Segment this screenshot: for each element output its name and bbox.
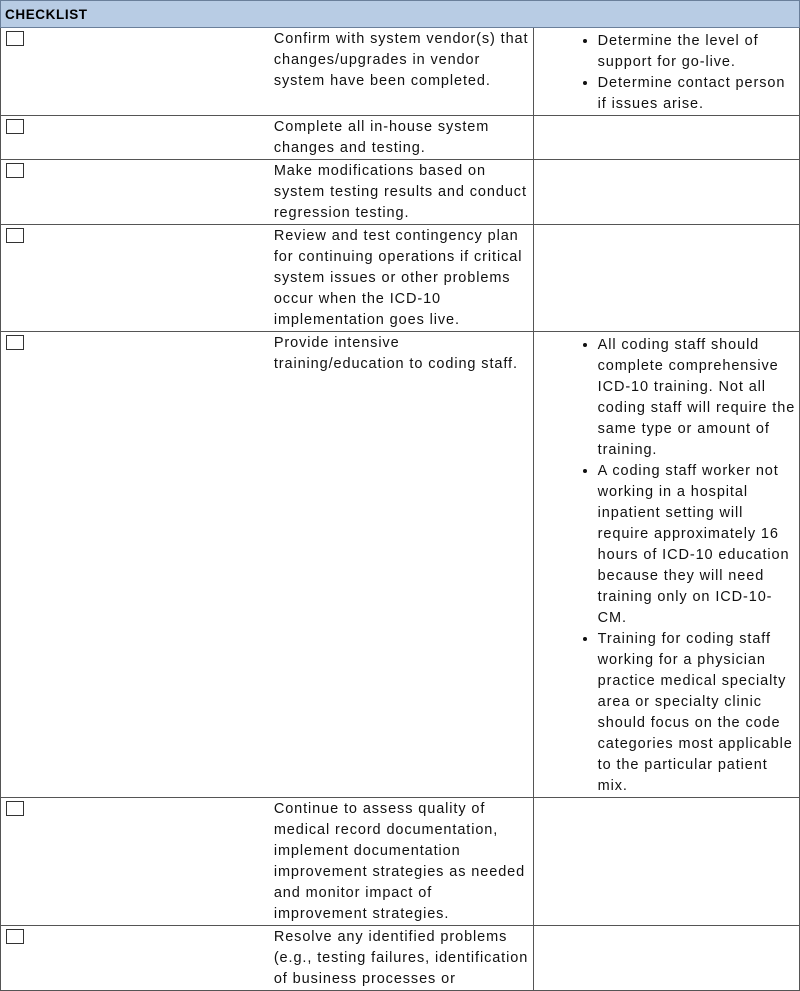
checkbox[interactable] bbox=[6, 163, 24, 178]
checklist-row bbox=[1, 926, 800, 991]
checklist-row bbox=[1, 28, 800, 116]
note-bullet: • Determine the level of support for go-live. bbox=[598, 31, 797, 73]
note-bullet: • Training for coding staff working for a physician practice medical specialty area or specialty clinic should focus on the code categories most applicable to the particular patient mix. bbox=[598, 629, 797, 797]
checklist-row bbox=[1, 332, 800, 798]
notes-cell bbox=[533, 28, 799, 116]
task-cell bbox=[267, 225, 533, 332]
checklist-row bbox=[1, 225, 800, 332]
task-text: Continue to assess quality of medical record documentation, implement documentation improvement strategies as needed and monitor impact of improvement strategies. bbox=[273, 801, 526, 922]
checkbox-cell bbox=[1, 225, 267, 332]
task-text: Complete all in-house system changes and testing. bbox=[273, 119, 490, 156]
task-cell bbox=[267, 926, 533, 991]
checklist-rows bbox=[1, 28, 800, 991]
task-text: Review and test contingency plan for continuing operations if critical system issues or other problems occur when the ICD-10 implementation goes live. bbox=[273, 228, 523, 328]
checklist-row bbox=[1, 798, 800, 926]
checklist-row bbox=[1, 116, 800, 160]
note-bullet: • A coding staff worker not working in a hospital inpatient setting will require approximately 16 hours of ICD-10 education because they will need training only on ICD-10-CM. bbox=[598, 461, 797, 629]
notes-cell bbox=[533, 116, 799, 160]
task-cell bbox=[267, 798, 533, 926]
task-text: Make modifications based on system testing results and conduct regression testing. bbox=[273, 163, 527, 221]
notes-list bbox=[564, 335, 797, 797]
checkbox-cell bbox=[1, 798, 267, 926]
note-bullet: • Determine contact person if issues arise. bbox=[598, 73, 797, 115]
notes-cell bbox=[533, 798, 799, 926]
notes-cell bbox=[533, 926, 799, 991]
task-cell bbox=[267, 160, 533, 225]
note-bullet: • All coding staff should complete comprehensive ICD-10 training. Not all coding staff will require the same type or amount of training. bbox=[598, 335, 797, 461]
checkbox-cell bbox=[1, 116, 267, 160]
checkbox[interactable] bbox=[6, 31, 24, 46]
checkbox[interactable] bbox=[6, 801, 24, 816]
checkbox-cell bbox=[1, 160, 267, 225]
task-text: Resolve any identified problems (e.g., testing failures, identification of business processes or bbox=[273, 929, 529, 987]
checkbox[interactable] bbox=[6, 119, 24, 134]
task-cell bbox=[267, 28, 533, 116]
notes-list bbox=[564, 31, 797, 115]
notes-cell bbox=[533, 160, 799, 225]
checkbox[interactable] bbox=[6, 929, 24, 944]
task-cell bbox=[267, 116, 533, 160]
checklist-title: CHECKLIST bbox=[1, 1, 800, 28]
notes-cell bbox=[533, 225, 799, 332]
task-text: Confirm with system vendor(s) that changes/upgrades in vendor system have been completed. bbox=[273, 31, 529, 89]
checkbox-cell bbox=[1, 332, 267, 798]
checklist-header-row bbox=[1, 1, 800, 28]
checkbox[interactable] bbox=[6, 228, 24, 243]
task-text: Provide intensive training/education to coding staff. bbox=[273, 335, 518, 372]
checkbox-cell bbox=[1, 926, 267, 991]
checklist-row bbox=[1, 160, 800, 225]
checkbox[interactable] bbox=[6, 335, 24, 350]
task-cell bbox=[267, 332, 533, 798]
notes-cell bbox=[533, 332, 799, 798]
checkbox-cell bbox=[1, 28, 267, 116]
